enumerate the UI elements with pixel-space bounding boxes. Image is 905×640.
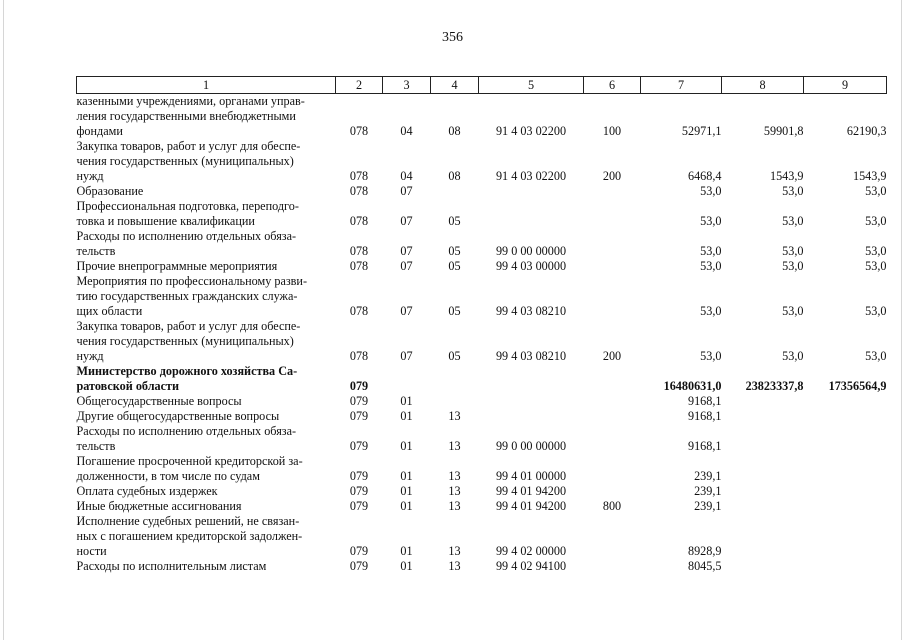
cell-target-article — [479, 394, 584, 409]
cell-target-article: 99 4 01 94200 — [495, 499, 567, 513]
cell-amount-col7: 16480631,0 — [663, 379, 722, 393]
cell-amount-col8: 53,0 — [782, 184, 804, 198]
table-row — [77, 199, 887, 229]
cell-amount-col7: 239,1 — [694, 469, 722, 483]
cell-section: 01 — [400, 469, 413, 483]
table-row — [77, 499, 887, 514]
cell-target-article: 99 4 01 94200 — [495, 484, 567, 498]
table-row — [77, 454, 887, 484]
cell-section: 01 — [400, 499, 413, 513]
cell-expense-type: 200 — [602, 169, 622, 183]
cell-ministry-code: 079 — [349, 409, 369, 423]
cell-amount-col9: 17356564,9 — [828, 379, 887, 393]
page-left-edge — [3, 0, 4, 640]
cell-expense-type: 100 — [602, 124, 622, 138]
cell-target-article: 99 4 02 94100 — [495, 559, 567, 573]
row-name: Мероприятия по профессиональному разви- тию государственных гражданских служа- щих области — [76, 274, 308, 318]
cell-expense-type — [584, 199, 641, 229]
cell-expense-type — [584, 229, 641, 259]
row-name: Общегосударственные вопросы — [76, 394, 242, 408]
cell-ministry-code: 079 — [349, 394, 369, 408]
column-header: 5 — [479, 77, 584, 94]
row-name: Прочие внепрограммные мероприятия — [76, 259, 278, 273]
table-row — [77, 559, 887, 574]
cell-ministry-code: 078 — [349, 259, 369, 273]
cell-ministry-code: 078 — [349, 214, 369, 228]
cell-amount-col7: 53,0 — [700, 304, 722, 318]
cell-ministry-code: 078 — [349, 169, 369, 183]
cell-expense-type — [584, 409, 641, 424]
cell-target-article: 99 4 03 08210 — [495, 304, 567, 318]
cell-amount-col8: 53,0 — [782, 304, 804, 318]
cell-amount-col9 — [804, 484, 887, 499]
budget-table — [76, 76, 887, 574]
cell-ministry-code: 079 — [349, 484, 369, 498]
cell-subsection: 05 — [448, 349, 461, 363]
cell-subsection — [431, 184, 479, 199]
cell-amount-col8 — [722, 394, 804, 409]
cell-amount-col9 — [804, 424, 887, 454]
row-name: Погашение просроченной кредиторской за- долженности, в том числе по судам — [76, 454, 303, 483]
cell-target-article: 99 4 01 00000 — [495, 469, 567, 483]
table-row — [77, 319, 887, 364]
cell-expense-type — [584, 454, 641, 484]
column-header: 8 — [722, 77, 804, 94]
column-header: 1 — [77, 77, 336, 94]
cell-expense-type — [584, 559, 641, 574]
cell-amount-col7: 52971,1 — [681, 124, 722, 138]
cell-amount-col9: 1543,9 — [852, 169, 887, 183]
cell-ministry-code: 078 — [349, 184, 369, 198]
table-row — [77, 274, 887, 319]
row-name: Другие общегосударственные вопросы — [76, 409, 280, 423]
cell-amount-col8: 53,0 — [782, 244, 804, 258]
cell-ministry-code: 079 — [349, 559, 369, 573]
table-row — [77, 94, 887, 140]
cell-section — [383, 364, 431, 394]
cell-ministry-code: 079 — [349, 499, 369, 513]
cell-amount-col8: 53,0 — [782, 349, 804, 363]
cell-amount-col7: 53,0 — [700, 259, 722, 273]
cell-amount-col9 — [804, 409, 887, 424]
cell-amount-col9 — [804, 394, 887, 409]
cell-amount-col7: 6468,4 — [687, 169, 722, 183]
cell-amount-col8: 1543,9 — [769, 169, 804, 183]
cell-amount-col7: 8928,9 — [687, 544, 722, 558]
table-row — [77, 394, 887, 409]
cell-ministry-code: 078 — [349, 349, 369, 363]
cell-expense-type — [584, 274, 641, 319]
row-name: Оплата судебных издержек — [76, 484, 218, 498]
cell-subsection: 13 — [448, 559, 461, 573]
table-row — [77, 409, 887, 424]
table-row — [77, 184, 887, 199]
cell-amount-col7: 53,0 — [700, 244, 722, 258]
cell-subsection: 13 — [448, 469, 461, 483]
cell-amount-col9: 53,0 — [865, 214, 887, 228]
cell-expense-type — [584, 184, 641, 199]
cell-target-article: 99 0 00 00000 — [495, 439, 567, 453]
column-header: 4 — [431, 77, 479, 94]
table-header-row — [77, 77, 887, 94]
cell-subsection: 13 — [448, 484, 461, 498]
row-name: Закупка товаров, работ и услуг для обеспе- чения государственных (муниципальных) нужд — [76, 319, 301, 363]
cell-target-article — [479, 364, 584, 394]
cell-ministry-code: 079 — [349, 544, 369, 558]
cell-section: 07 — [400, 244, 413, 258]
cell-amount-col8: 23823337,8 — [745, 379, 804, 393]
cell-amount-col9: 53,0 — [865, 259, 887, 273]
row-name: Образование — [76, 184, 144, 198]
row-name: Исполнение судебных решений, не связан- ных с погашением кредиторской задолжен- ности — [76, 514, 303, 558]
cell-section: 01 — [400, 544, 413, 558]
cell-section: 07 — [400, 259, 413, 273]
cell-target-article — [479, 199, 584, 229]
cell-amount-col9: 53,0 — [865, 349, 887, 363]
cell-amount-col8: 59901,8 — [763, 124, 804, 138]
cell-subsection: 13 — [448, 439, 461, 453]
cell-subsection: 05 — [448, 304, 461, 318]
cell-ministry-code: 079 — [349, 379, 369, 393]
cell-amount-col7: 53,0 — [700, 184, 722, 198]
cell-amount-col7: 9168,1 — [687, 394, 722, 408]
column-header: 6 — [584, 77, 641, 94]
cell-amount-col8 — [722, 514, 804, 559]
cell-amount-col9: 53,0 — [865, 184, 887, 198]
cell-amount-col8 — [722, 499, 804, 514]
cell-amount-col7: 239,1 — [694, 499, 722, 513]
page-right-edge — [901, 0, 902, 640]
row-name: Профессиональная подготовка, переподго- товка и повышение квалификации — [76, 199, 299, 228]
cell-section: 04 — [400, 169, 413, 183]
cell-ministry-code: 078 — [349, 304, 369, 318]
cell-expense-type — [584, 424, 641, 454]
cell-amount-col9 — [804, 559, 887, 574]
row-name: Закупка товаров, работ и услуг для обеспе- чения государственных (муниципальных) нужд — [76, 139, 301, 183]
cell-section: 07 — [400, 304, 413, 318]
row-name: Иные бюджетные ассигнования — [76, 499, 242, 513]
page-number: 356 — [442, 30, 463, 45]
cell-target-article: 99 4 03 08210 — [495, 349, 567, 363]
cell-expense-type — [584, 514, 641, 559]
cell-subsection: 13 — [448, 544, 461, 558]
table-row — [77, 229, 887, 259]
cell-expense-type — [584, 484, 641, 499]
row-name: Расходы по исполнению отдельных обяза- тельств — [76, 229, 297, 258]
table-row — [77, 424, 887, 454]
cell-target-article: 91 4 03 02200 — [495, 124, 567, 138]
cell-expense-type — [584, 364, 641, 394]
column-header: 9 — [804, 77, 887, 94]
cell-amount-col8 — [722, 424, 804, 454]
cell-section: 07 — [400, 184, 413, 198]
cell-subsection: 13 — [448, 499, 461, 513]
row-name: казенными учреждениями, органами управ- ления государственными внебюджетными фондами — [76, 94, 305, 138]
cell-subsection: 05 — [448, 214, 461, 228]
cell-section: 01 — [400, 484, 413, 498]
cell-expense-type: 200 — [602, 349, 622, 363]
cell-amount-col9 — [804, 454, 887, 484]
row-name: Министерство дорожного хозяйства Са- ратовской области — [76, 364, 298, 393]
cell-amount-col9 — [804, 499, 887, 514]
cell-section: 01 — [400, 439, 413, 453]
cell-ministry-code: 078 — [349, 244, 369, 258]
cell-target-article: 91 4 03 02200 — [495, 169, 567, 183]
cell-amount-col8 — [722, 484, 804, 499]
cell-amount-col7: 9168,1 — [687, 409, 722, 423]
table-row — [77, 514, 887, 559]
cell-subsection: 08 — [448, 169, 461, 183]
cell-target-article — [479, 184, 584, 199]
cell-expense-type — [584, 259, 641, 274]
cell-section: 01 — [400, 409, 413, 423]
cell-target-article: 99 0 00 00000 — [495, 244, 567, 258]
cell-ministry-code: 079 — [349, 469, 369, 483]
cell-amount-col9 — [804, 514, 887, 559]
cell-amount-col9: 62190,3 — [846, 124, 887, 138]
cell-section: 07 — [400, 214, 413, 228]
column-header: 2 — [336, 77, 383, 94]
cell-subsection — [431, 364, 479, 394]
cell-subsection — [431, 394, 479, 409]
cell-section: 07 — [400, 349, 413, 363]
cell-amount-col7: 53,0 — [700, 349, 722, 363]
cell-target-article: 99 4 02 00000 — [495, 544, 567, 558]
cell-section: 01 — [400, 394, 413, 408]
cell-subsection: 05 — [448, 244, 461, 258]
cell-amount-col9: 53,0 — [865, 244, 887, 258]
cell-section: 01 — [400, 559, 413, 573]
cell-amount-col8: 53,0 — [782, 259, 804, 273]
row-name: Расходы по исполнению отдельных обяза- тельств — [76, 424, 297, 453]
cell-amount-col9: 53,0 — [865, 304, 887, 318]
cell-subsection: 13 — [448, 409, 461, 423]
cell-subsection: 08 — [448, 124, 461, 138]
cell-section: 04 — [400, 124, 413, 138]
table-row — [77, 259, 887, 274]
row-name: Расходы по исполнительным листам — [76, 559, 267, 573]
cell-ministry-code: 079 — [349, 439, 369, 453]
column-header: 3 — [383, 77, 431, 94]
cell-subsection: 05 — [448, 259, 461, 273]
cell-amount-col8 — [722, 454, 804, 484]
table-row — [77, 484, 887, 499]
cell-amount-col8 — [722, 559, 804, 574]
column-header: 7 — [641, 77, 722, 94]
cell-amount-col7: 9168,1 — [687, 439, 722, 453]
cell-target-article — [479, 409, 584, 424]
cell-amount-col8 — [722, 409, 804, 424]
table-row — [77, 139, 887, 184]
cell-amount-col7: 8045,5 — [687, 559, 722, 573]
cell-amount-col8: 53,0 — [782, 214, 804, 228]
cell-expense-type: 800 — [602, 499, 622, 513]
cell-amount-col7: 239,1 — [694, 484, 722, 498]
cell-expense-type — [584, 394, 641, 409]
cell-target-article: 99 4 03 00000 — [495, 259, 567, 273]
cell-amount-col7: 53,0 — [700, 214, 722, 228]
table-row — [77, 364, 887, 394]
cell-ministry-code: 078 — [349, 124, 369, 138]
